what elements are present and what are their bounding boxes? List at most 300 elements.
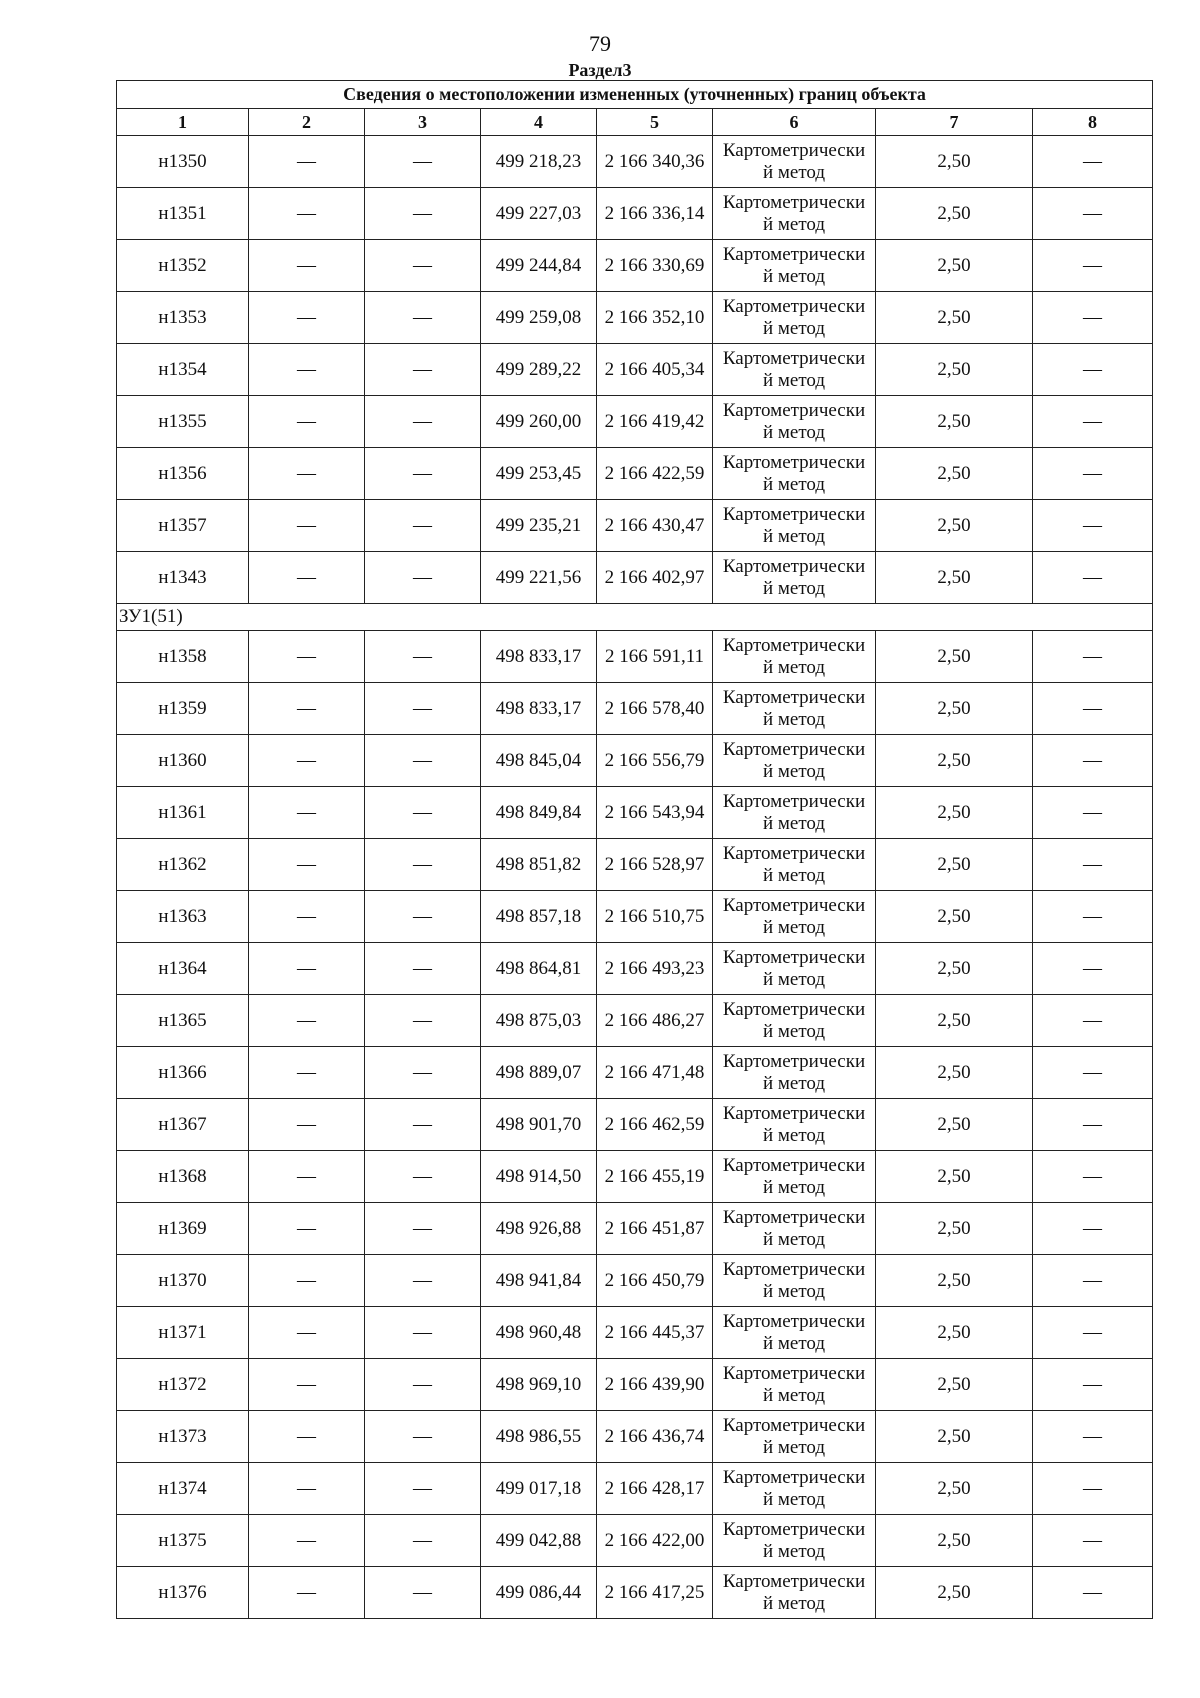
method-cell: [713, 1255, 876, 1307]
empty-dash: —: [249, 1567, 365, 1619]
coord-y: 2 166 336,14: [597, 188, 713, 240]
empty-dash: —: [249, 552, 365, 604]
method-line-2: й метод: [762, 1176, 826, 1198]
method-cell: [713, 292, 876, 344]
table-row: [117, 1151, 1153, 1203]
method-line-1: Картометрически: [722, 1414, 866, 1436]
table-row: [117, 683, 1153, 735]
empty-dash: —: [365, 1255, 481, 1307]
coord-y: 2 166 419,42: [597, 396, 713, 448]
method-cell: [713, 1047, 876, 1099]
point-id: н1373: [117, 1411, 249, 1463]
table-row: [117, 631, 1153, 683]
empty-dash: —: [365, 1411, 481, 1463]
method-cell: [713, 344, 876, 396]
coord-x: 499 244,84: [481, 240, 597, 292]
table-row: [117, 891, 1153, 943]
method-line-2: й метод: [762, 812, 826, 834]
empty-dash: —: [1033, 631, 1153, 683]
method-line-2: й метод: [762, 1072, 826, 1094]
accuracy: 2,50: [876, 136, 1033, 188]
empty-dash: —: [365, 787, 481, 839]
table-row: [117, 448, 1153, 500]
method-line-2: й метод: [762, 161, 826, 183]
empty-dash: —: [1033, 1307, 1153, 1359]
table-caption-row: [117, 81, 1153, 109]
empty-dash: —: [1033, 188, 1153, 240]
accuracy: 2,50: [876, 344, 1033, 396]
table-caption: Сведения о местоположении измененных (уточненных) границ объекта: [117, 81, 1153, 109]
accuracy: 2,50: [876, 240, 1033, 292]
point-id: н1369: [117, 1203, 249, 1255]
method-line-2: й метод: [762, 656, 826, 678]
empty-dash: —: [1033, 891, 1153, 943]
empty-dash: —: [1033, 1203, 1153, 1255]
method-line-2: й метод: [762, 1384, 826, 1406]
coord-x: 499 259,08: [481, 292, 597, 344]
coord-y: 2 166 543,94: [597, 787, 713, 839]
column-number: 4: [481, 109, 597, 136]
page-number: 79: [589, 31, 611, 56]
coord-y: 2 166 450,79: [597, 1255, 713, 1307]
accuracy: 2,50: [876, 396, 1033, 448]
empty-dash: —: [365, 1515, 481, 1567]
column-number-row: [117, 109, 1153, 136]
method-line-2: й метод: [762, 577, 826, 599]
accuracy: 2,50: [876, 188, 1033, 240]
point-id: н1359: [117, 683, 249, 735]
empty-dash: —: [365, 1203, 481, 1255]
empty-dash: —: [249, 1463, 365, 1515]
coord-y: 2 166 439,90: [597, 1359, 713, 1411]
empty-dash: —: [1033, 136, 1153, 188]
coord-x: 498 969,10: [481, 1359, 597, 1411]
column-number: 2: [249, 109, 365, 136]
method-cell: [713, 735, 876, 787]
coord-x: 499 227,03: [481, 188, 597, 240]
method-line-2: й метод: [762, 369, 826, 391]
empty-dash: —: [365, 1099, 481, 1151]
method-cell: [713, 396, 876, 448]
method-cell: [713, 839, 876, 891]
empty-dash: —: [1033, 552, 1153, 604]
empty-dash: —: [1033, 240, 1153, 292]
coord-x: 499 086,44: [481, 1567, 597, 1619]
coord-x: 498 864,81: [481, 943, 597, 995]
empty-dash: —: [249, 396, 365, 448]
empty-dash: —: [249, 1515, 365, 1567]
empty-dash: —: [365, 1151, 481, 1203]
method-line-1: Картометрически: [722, 399, 866, 421]
method-cell: [713, 943, 876, 995]
point-id: н1356: [117, 448, 249, 500]
method-line-2: й метод: [762, 1592, 826, 1614]
method-cell: [713, 552, 876, 604]
point-id: н1363: [117, 891, 249, 943]
empty-dash: —: [249, 500, 365, 552]
table-row: [117, 240, 1153, 292]
accuracy: 2,50: [876, 943, 1033, 995]
coord-x: 499 218,23: [481, 136, 597, 188]
coord-y: 2 166 462,59: [597, 1099, 713, 1151]
method-line-2: й метод: [762, 1332, 826, 1354]
empty-dash: —: [365, 188, 481, 240]
coord-x: 499 221,56: [481, 552, 597, 604]
accuracy: 2,50: [876, 1359, 1033, 1411]
coord-y: 2 166 493,23: [597, 943, 713, 995]
empty-dash: —: [365, 448, 481, 500]
table-row: [117, 188, 1153, 240]
empty-dash: —: [365, 1567, 481, 1619]
table-row: [117, 1203, 1153, 1255]
method-line-2: й метод: [762, 421, 826, 443]
method-line-2: й метод: [762, 1540, 826, 1562]
method-line-1: Картометрически: [722, 295, 866, 317]
point-id: н1361: [117, 787, 249, 839]
empty-dash: —: [365, 292, 481, 344]
empty-dash: —: [365, 683, 481, 735]
method-line-2: й метод: [762, 916, 826, 938]
coord-y: 2 166 422,00: [597, 1515, 713, 1567]
accuracy: 2,50: [876, 683, 1033, 735]
empty-dash: —: [1033, 1255, 1153, 1307]
empty-dash: —: [365, 631, 481, 683]
column-number: 8: [1033, 109, 1153, 136]
method-line-2: й метод: [762, 1228, 826, 1250]
point-id: н1372: [117, 1359, 249, 1411]
method-line-1: Картометрически: [722, 998, 866, 1020]
empty-dash: —: [365, 396, 481, 448]
column-number: 7: [876, 109, 1033, 136]
empty-dash: —: [249, 1411, 365, 1463]
table-row: [117, 1567, 1153, 1619]
accuracy: 2,50: [876, 1099, 1033, 1151]
coord-y: 2 166 510,75: [597, 891, 713, 943]
coord-y: 2 166 352,10: [597, 292, 713, 344]
coord-y: 2 166 455,19: [597, 1151, 713, 1203]
empty-dash: —: [1033, 683, 1153, 735]
coord-x: 498 926,88: [481, 1203, 597, 1255]
method-cell: [713, 500, 876, 552]
point-id: н1354: [117, 344, 249, 396]
method-line-2: й метод: [762, 1436, 826, 1458]
empty-dash: —: [1033, 1359, 1153, 1411]
method-line-1: Картометрически: [722, 1362, 866, 1384]
point-id: н1368: [117, 1151, 249, 1203]
coord-x: 499 260,00: [481, 396, 597, 448]
empty-dash: —: [365, 1047, 481, 1099]
coord-x: 499 289,22: [481, 344, 597, 396]
empty-dash: —: [249, 631, 365, 683]
method-line-2: й метод: [762, 864, 826, 886]
empty-dash: —: [1033, 1047, 1153, 1099]
coord-x: 498 833,17: [481, 631, 597, 683]
empty-dash: —: [365, 839, 481, 891]
method-cell: [713, 1359, 876, 1411]
empty-dash: —: [249, 1307, 365, 1359]
coord-x: 498 889,07: [481, 1047, 597, 1099]
method-line-1: Картометрически: [722, 1206, 866, 1228]
point-id: н1362: [117, 839, 249, 891]
method-line-1: Картометрически: [722, 1310, 866, 1332]
accuracy: 2,50: [876, 735, 1033, 787]
coord-x: 498 833,17: [481, 683, 597, 735]
table-row: [117, 1307, 1153, 1359]
table-row: [117, 396, 1153, 448]
method-line-1: Картометрически: [722, 946, 866, 968]
method-line-1: Картометрически: [722, 1466, 866, 1488]
accuracy: 2,50: [876, 500, 1033, 552]
accuracy: 2,50: [876, 552, 1033, 604]
empty-dash: —: [1033, 396, 1153, 448]
empty-dash: —: [1033, 1463, 1153, 1515]
coord-y: 2 166 417,25: [597, 1567, 713, 1619]
empty-dash: —: [1033, 500, 1153, 552]
empty-dash: —: [249, 1359, 365, 1411]
table-row: [117, 735, 1153, 787]
accuracy: 2,50: [876, 995, 1033, 1047]
accuracy: 2,50: [876, 1203, 1033, 1255]
coord-x: 498 857,18: [481, 891, 597, 943]
method-line-2: й метод: [762, 760, 826, 782]
coord-x: 499 235,21: [481, 500, 597, 552]
method-line-2: й метод: [762, 213, 826, 235]
empty-dash: —: [1033, 787, 1153, 839]
empty-dash: —: [365, 500, 481, 552]
accuracy: 2,50: [876, 1411, 1033, 1463]
coord-x: 499 017,18: [481, 1463, 597, 1515]
empty-dash: —: [249, 188, 365, 240]
coordinates-table: [116, 80, 1153, 1619]
point-id: н1376: [117, 1567, 249, 1619]
column-number: 5: [597, 109, 713, 136]
section-title: Раздел3: [568, 60, 632, 80]
empty-dash: —: [365, 344, 481, 396]
coord-y: 2 166 340,36: [597, 136, 713, 188]
method-cell: [713, 995, 876, 1047]
empty-dash: —: [1033, 448, 1153, 500]
empty-dash: —: [1033, 1567, 1153, 1619]
coord-x: 498 960,48: [481, 1307, 597, 1359]
method-line-2: й метод: [762, 708, 826, 730]
accuracy: 2,50: [876, 292, 1033, 344]
empty-dash: —: [1033, 995, 1153, 1047]
table-row: [117, 1255, 1153, 1307]
accuracy: 2,50: [876, 1151, 1033, 1203]
empty-dash: —: [249, 995, 365, 1047]
method-cell: [713, 1515, 876, 1567]
empty-dash: —: [249, 136, 365, 188]
point-id: н1360: [117, 735, 249, 787]
coord-x: 498 986,55: [481, 1411, 597, 1463]
point-id: н1365: [117, 995, 249, 1047]
method-line-1: Картометрически: [722, 1570, 866, 1592]
point-id: н1367: [117, 1099, 249, 1151]
empty-dash: —: [365, 1463, 481, 1515]
point-id: н1364: [117, 943, 249, 995]
method-cell: [713, 631, 876, 683]
coord-x: 498 901,70: [481, 1099, 597, 1151]
method-line-1: Картометрически: [722, 191, 866, 213]
accuracy: 2,50: [876, 839, 1033, 891]
accuracy: 2,50: [876, 1567, 1033, 1619]
method-line-1: Картометрически: [722, 686, 866, 708]
point-id: н1352: [117, 240, 249, 292]
method-line-2: й метод: [762, 473, 826, 495]
table-row: [117, 1515, 1153, 1567]
method-line-2: й метод: [762, 1020, 826, 1042]
empty-dash: —: [365, 735, 481, 787]
method-line-1: Картометрически: [722, 243, 866, 265]
coord-y: 2 166 436,74: [597, 1411, 713, 1463]
method-line-1: Картометрически: [722, 1258, 866, 1280]
coord-y: 2 166 486,27: [597, 995, 713, 1047]
method-cell: [713, 1411, 876, 1463]
method-line-1: Картометрически: [722, 347, 866, 369]
accuracy: 2,50: [876, 1515, 1033, 1567]
method-line-1: Картометрически: [722, 894, 866, 916]
empty-dash: —: [365, 240, 481, 292]
empty-dash: —: [365, 1307, 481, 1359]
column-number: 3: [365, 109, 481, 136]
point-id: н1366: [117, 1047, 249, 1099]
method-cell: [713, 891, 876, 943]
accuracy: 2,50: [876, 787, 1033, 839]
point-id: н1353: [117, 292, 249, 344]
accuracy: 2,50: [876, 1047, 1033, 1099]
coord-x: 499 042,88: [481, 1515, 597, 1567]
group-label: ЗУ1(51): [117, 604, 1153, 631]
table-row: [117, 1099, 1153, 1151]
method-cell: [713, 240, 876, 292]
empty-dash: —: [365, 136, 481, 188]
method-cell: [713, 1099, 876, 1151]
method-line-2: й метод: [762, 1280, 826, 1302]
coord-x: 498 941,84: [481, 1255, 597, 1307]
method-cell: [713, 1463, 876, 1515]
table-row: [117, 943, 1153, 995]
coord-x: 499 253,45: [481, 448, 597, 500]
empty-dash: —: [249, 448, 365, 500]
point-id: н1371: [117, 1307, 249, 1359]
group-row: [117, 604, 1153, 631]
table-row: [117, 500, 1153, 552]
empty-dash: —: [249, 683, 365, 735]
coord-y: 2 166 445,37: [597, 1307, 713, 1359]
point-id: н1355: [117, 396, 249, 448]
table-row: [117, 136, 1153, 188]
empty-dash: —: [249, 891, 365, 943]
method-line-1: Картометрически: [722, 1102, 866, 1124]
empty-dash: —: [249, 787, 365, 839]
method-line-2: й метод: [762, 1124, 826, 1146]
empty-dash: —: [1033, 735, 1153, 787]
coord-y: 2 166 405,34: [597, 344, 713, 396]
empty-dash: —: [249, 1151, 365, 1203]
empty-dash: —: [1033, 1515, 1153, 1567]
point-id: н1351: [117, 188, 249, 240]
coord-x: 498 849,84: [481, 787, 597, 839]
table-row: [117, 1359, 1153, 1411]
coord-y: 2 166 528,97: [597, 839, 713, 891]
point-id: н1370: [117, 1255, 249, 1307]
point-id: н1343: [117, 552, 249, 604]
accuracy: 2,50: [876, 891, 1033, 943]
empty-dash: —: [365, 995, 481, 1047]
method-line-1: Картометрически: [722, 738, 866, 760]
method-cell: [713, 136, 876, 188]
table-row: [117, 344, 1153, 396]
empty-dash: —: [1033, 344, 1153, 396]
method-line-2: й метод: [762, 317, 826, 339]
method-cell: [713, 787, 876, 839]
method-line-2: й метод: [762, 525, 826, 547]
coord-y: 2 166 451,87: [597, 1203, 713, 1255]
table-row: [117, 1047, 1153, 1099]
empty-dash: —: [249, 1255, 365, 1307]
empty-dash: —: [1033, 1411, 1153, 1463]
table-row: [117, 995, 1153, 1047]
accuracy: 2,50: [876, 1463, 1033, 1515]
empty-dash: —: [1033, 839, 1153, 891]
coord-x: 498 845,04: [481, 735, 597, 787]
point-id: н1357: [117, 500, 249, 552]
accuracy: 2,50: [876, 631, 1033, 683]
method-line-2: й метод: [762, 1488, 826, 1510]
coord-y: 2 166 330,69: [597, 240, 713, 292]
empty-dash: —: [249, 1047, 365, 1099]
empty-dash: —: [365, 943, 481, 995]
method-cell: [713, 1151, 876, 1203]
coord-x: 498 851,82: [481, 839, 597, 891]
method-line-1: Картометрически: [722, 842, 866, 864]
table-body: [117, 136, 1153, 1619]
coord-y: 2 166 422,59: [597, 448, 713, 500]
method-cell: [713, 1567, 876, 1619]
accuracy: 2,50: [876, 1307, 1033, 1359]
table-row: [117, 839, 1153, 891]
method-cell: [713, 1307, 876, 1359]
column-number: 6: [713, 109, 876, 136]
accuracy: 2,50: [876, 448, 1033, 500]
method-cell: [713, 188, 876, 240]
empty-dash: —: [365, 1359, 481, 1411]
method-cell: [713, 683, 876, 735]
coord-y: 2 166 471,48: [597, 1047, 713, 1099]
empty-dash: —: [249, 344, 365, 396]
empty-dash: —: [249, 943, 365, 995]
point-id: н1375: [117, 1515, 249, 1567]
method-line-1: Картометрически: [722, 139, 866, 161]
coord-y: 2 166 430,47: [597, 500, 713, 552]
coord-y: 2 166 428,17: [597, 1463, 713, 1515]
table-row: [117, 787, 1153, 839]
method-line-1: Картометрически: [722, 1154, 866, 1176]
method-line-2: й метод: [762, 265, 826, 287]
method-line-1: Картометрически: [722, 790, 866, 812]
empty-dash: —: [249, 292, 365, 344]
empty-dash: —: [365, 891, 481, 943]
column-number: 1: [117, 109, 249, 136]
table-row: [117, 292, 1153, 344]
point-id: н1350: [117, 136, 249, 188]
method-cell: [713, 448, 876, 500]
method-line-1: Картометрически: [722, 503, 866, 525]
coord-y: 2 166 402,97: [597, 552, 713, 604]
coord-y: 2 166 578,40: [597, 683, 713, 735]
empty-dash: —: [1033, 292, 1153, 344]
empty-dash: —: [249, 735, 365, 787]
